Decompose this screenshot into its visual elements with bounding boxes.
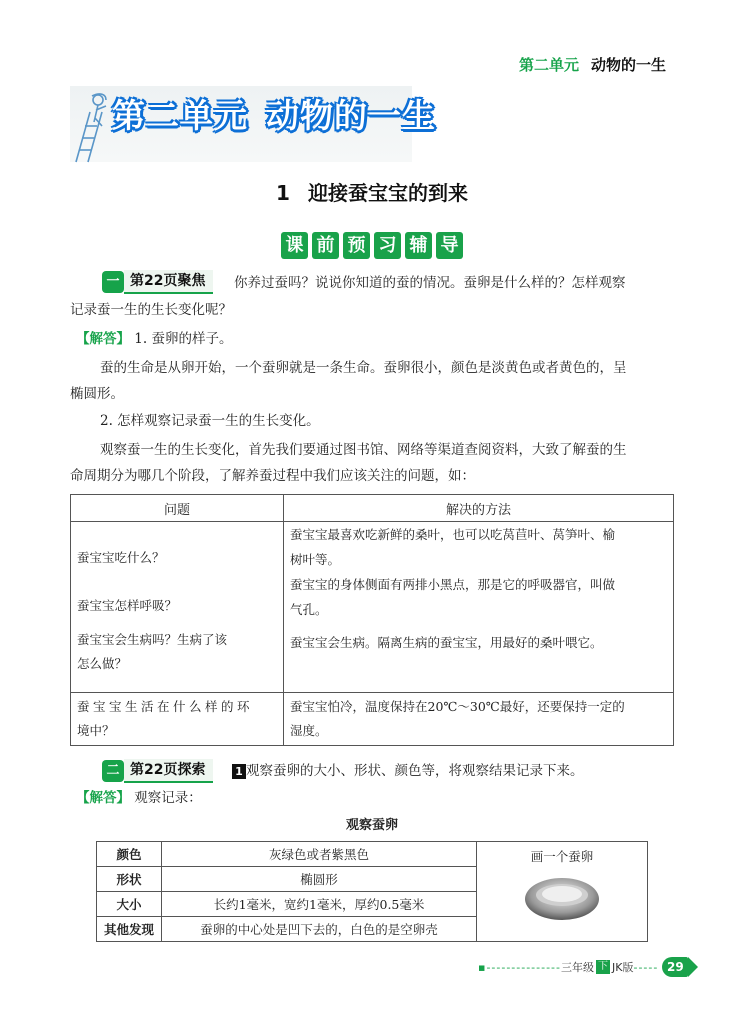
drawing-cell — [477, 842, 648, 942]
question-text: 蚕宝宝吃什么？ — [77, 550, 165, 565]
task-number: 1 — [232, 764, 246, 779]
lesson-title — [0, 177, 744, 206]
method-text: 气孔。 — [290, 602, 328, 617]
page-number: 29 — [662, 957, 688, 977]
observation-table — [96, 841, 648, 942]
focus-answer — [76, 326, 232, 352]
row-key: 形状 — [97, 867, 162, 892]
table-header-row — [71, 495, 674, 522]
qa-table — [70, 494, 674, 746]
explore-answer-text: 观察记录： — [134, 790, 202, 806]
explore-label: 第22页探索 — [124, 759, 213, 783]
question-cell — [71, 693, 284, 746]
point2-title: 2. 怎样观察记录蚕一生的生长变化。 — [100, 413, 320, 429]
banner-unit: 第二单元 — [112, 96, 248, 135]
footer-grade: 三年级 — [561, 961, 594, 974]
point1-text-line2: 椭圆形。 — [70, 386, 124, 402]
section-chip: 导 — [436, 232, 463, 259]
header-unit: 第二单元 — [518, 56, 579, 74]
row-value: 长约1毫米，宽约1毫米，厚约0.5毫米 — [162, 892, 477, 917]
row-key: 大小 — [97, 892, 162, 917]
banner-title — [112, 90, 436, 137]
method-text: 蚕宝宝的身体侧面有两排小黑点，那是它的呼吸器官，叫做 — [290, 577, 616, 592]
point2-text-line1: 观察蚕一生的生长变化，首先我们要通过图书馆、网络等渠道查阅资料，大致了解蚕的生 — [100, 442, 627, 458]
focus-question-line2: 记录蚕一生的生长变化呢？ — [70, 302, 232, 318]
section-chip: 前 — [312, 232, 339, 259]
section-chip: 习 — [374, 232, 401, 259]
focus-number: 一 — [102, 271, 124, 293]
method-text: 湿度。 — [290, 723, 328, 738]
question-text: 蚕宝宝生活在什么样的环 — [77, 699, 254, 714]
silkworm-egg-drawing-icon — [522, 865, 602, 923]
drawing-label: 画一个蚕卵 — [530, 849, 594, 864]
table-row — [71, 522, 674, 693]
page-footer — [478, 957, 698, 977]
explore-answer — [76, 785, 202, 811]
question-text: 蚕宝宝怎样呼吸？ — [77, 598, 178, 613]
method-text: 蚕宝宝怕冷，温度保持在20℃～30℃最好，还要保持一定的 — [290, 699, 625, 714]
row-key: 颜色 — [97, 842, 162, 867]
method-cell — [284, 693, 674, 746]
footer-term: 下 — [598, 961, 608, 972]
point1-text-line1: 蚕的生命是从卵开始，一个蚕卵就是一条生命。蚕卵很小，颜色是淡黄色或者黄色的，呈 — [100, 360, 627, 376]
section-chip: 辅 — [405, 232, 432, 259]
table-row — [71, 693, 674, 746]
focus-question-line1: 你养过蚕吗？说说你知道的蚕的情况。蚕卵是什么样的？怎样观察 — [234, 275, 626, 291]
focus-label: 第22页聚焦 — [124, 270, 213, 294]
footer-edition: JK版 — [612, 961, 634, 974]
header-unit-title: 动物的一生 — [590, 56, 666, 74]
method-text: 树叶等。 — [290, 552, 341, 567]
point1-title: 1. 蚕卵的样子。 — [134, 331, 233, 347]
focus-tag — [102, 271, 213, 293]
row-key: 其他发现 — [97, 917, 162, 942]
lesson-title-text: 迎接蚕宝宝的到来 — [307, 181, 468, 205]
table-row — [97, 842, 648, 867]
observation-table-title: 观察蚕卵 — [345, 818, 398, 833]
question-text: 境中？ — [77, 723, 115, 738]
row-value: 灰绿色或者紫黑色 — [162, 842, 477, 867]
row-value: 蚕卵的中心处是凹下去的，白色的是空卵壳 — [162, 917, 477, 942]
point2-text-line2: 命周期分为哪几个阶段，了解养蚕过程中我们应该关注的问题，如： — [70, 468, 475, 484]
answer-label: 【解答】 — [76, 331, 130, 347]
method-text: 蚕宝宝会生病。隔离生病的蚕宝宝，用最好的桑叶喂它。 — [290, 635, 603, 650]
footer-dash-decoration: ----- — [633, 960, 659, 974]
explore-number: 二 — [102, 760, 124, 782]
explore-task — [232, 758, 584, 784]
question-text: 怎么做？ — [77, 656, 128, 671]
header-question: 问题 — [71, 495, 284, 522]
section-heading — [0, 232, 744, 259]
explore-answer-label: 【解答】 — [76, 790, 130, 806]
explore-tag — [102, 760, 213, 782]
row-value: 椭圆形 — [162, 867, 477, 892]
task-text: 观察蚕卵的大小、形状、颜色等，将观察结果记录下来。 — [246, 763, 584, 779]
method-text: 蚕宝宝最喜欢吃新鲜的桑叶，也可以吃莴苣叶、莴笋叶、榆 — [290, 527, 616, 542]
girl-ladder-illustration-icon — [70, 92, 110, 164]
question-text: 蚕宝宝会生病吗？生病了该 — [77, 632, 228, 647]
footer-dash-decoration: ▪--------------- — [478, 960, 561, 974]
banner-unit-title: 动物的一生 — [266, 96, 436, 135]
method-cell — [284, 522, 674, 693]
running-header — [519, 54, 666, 75]
section-chip: 课 — [281, 232, 308, 259]
question-cell — [71, 522, 284, 693]
section-chip: 预 — [343, 232, 370, 259]
page-arrow-icon — [688, 957, 698, 977]
header-method: 解决的方法 — [284, 495, 674, 522]
lesson-number: 1 — [276, 181, 290, 205]
